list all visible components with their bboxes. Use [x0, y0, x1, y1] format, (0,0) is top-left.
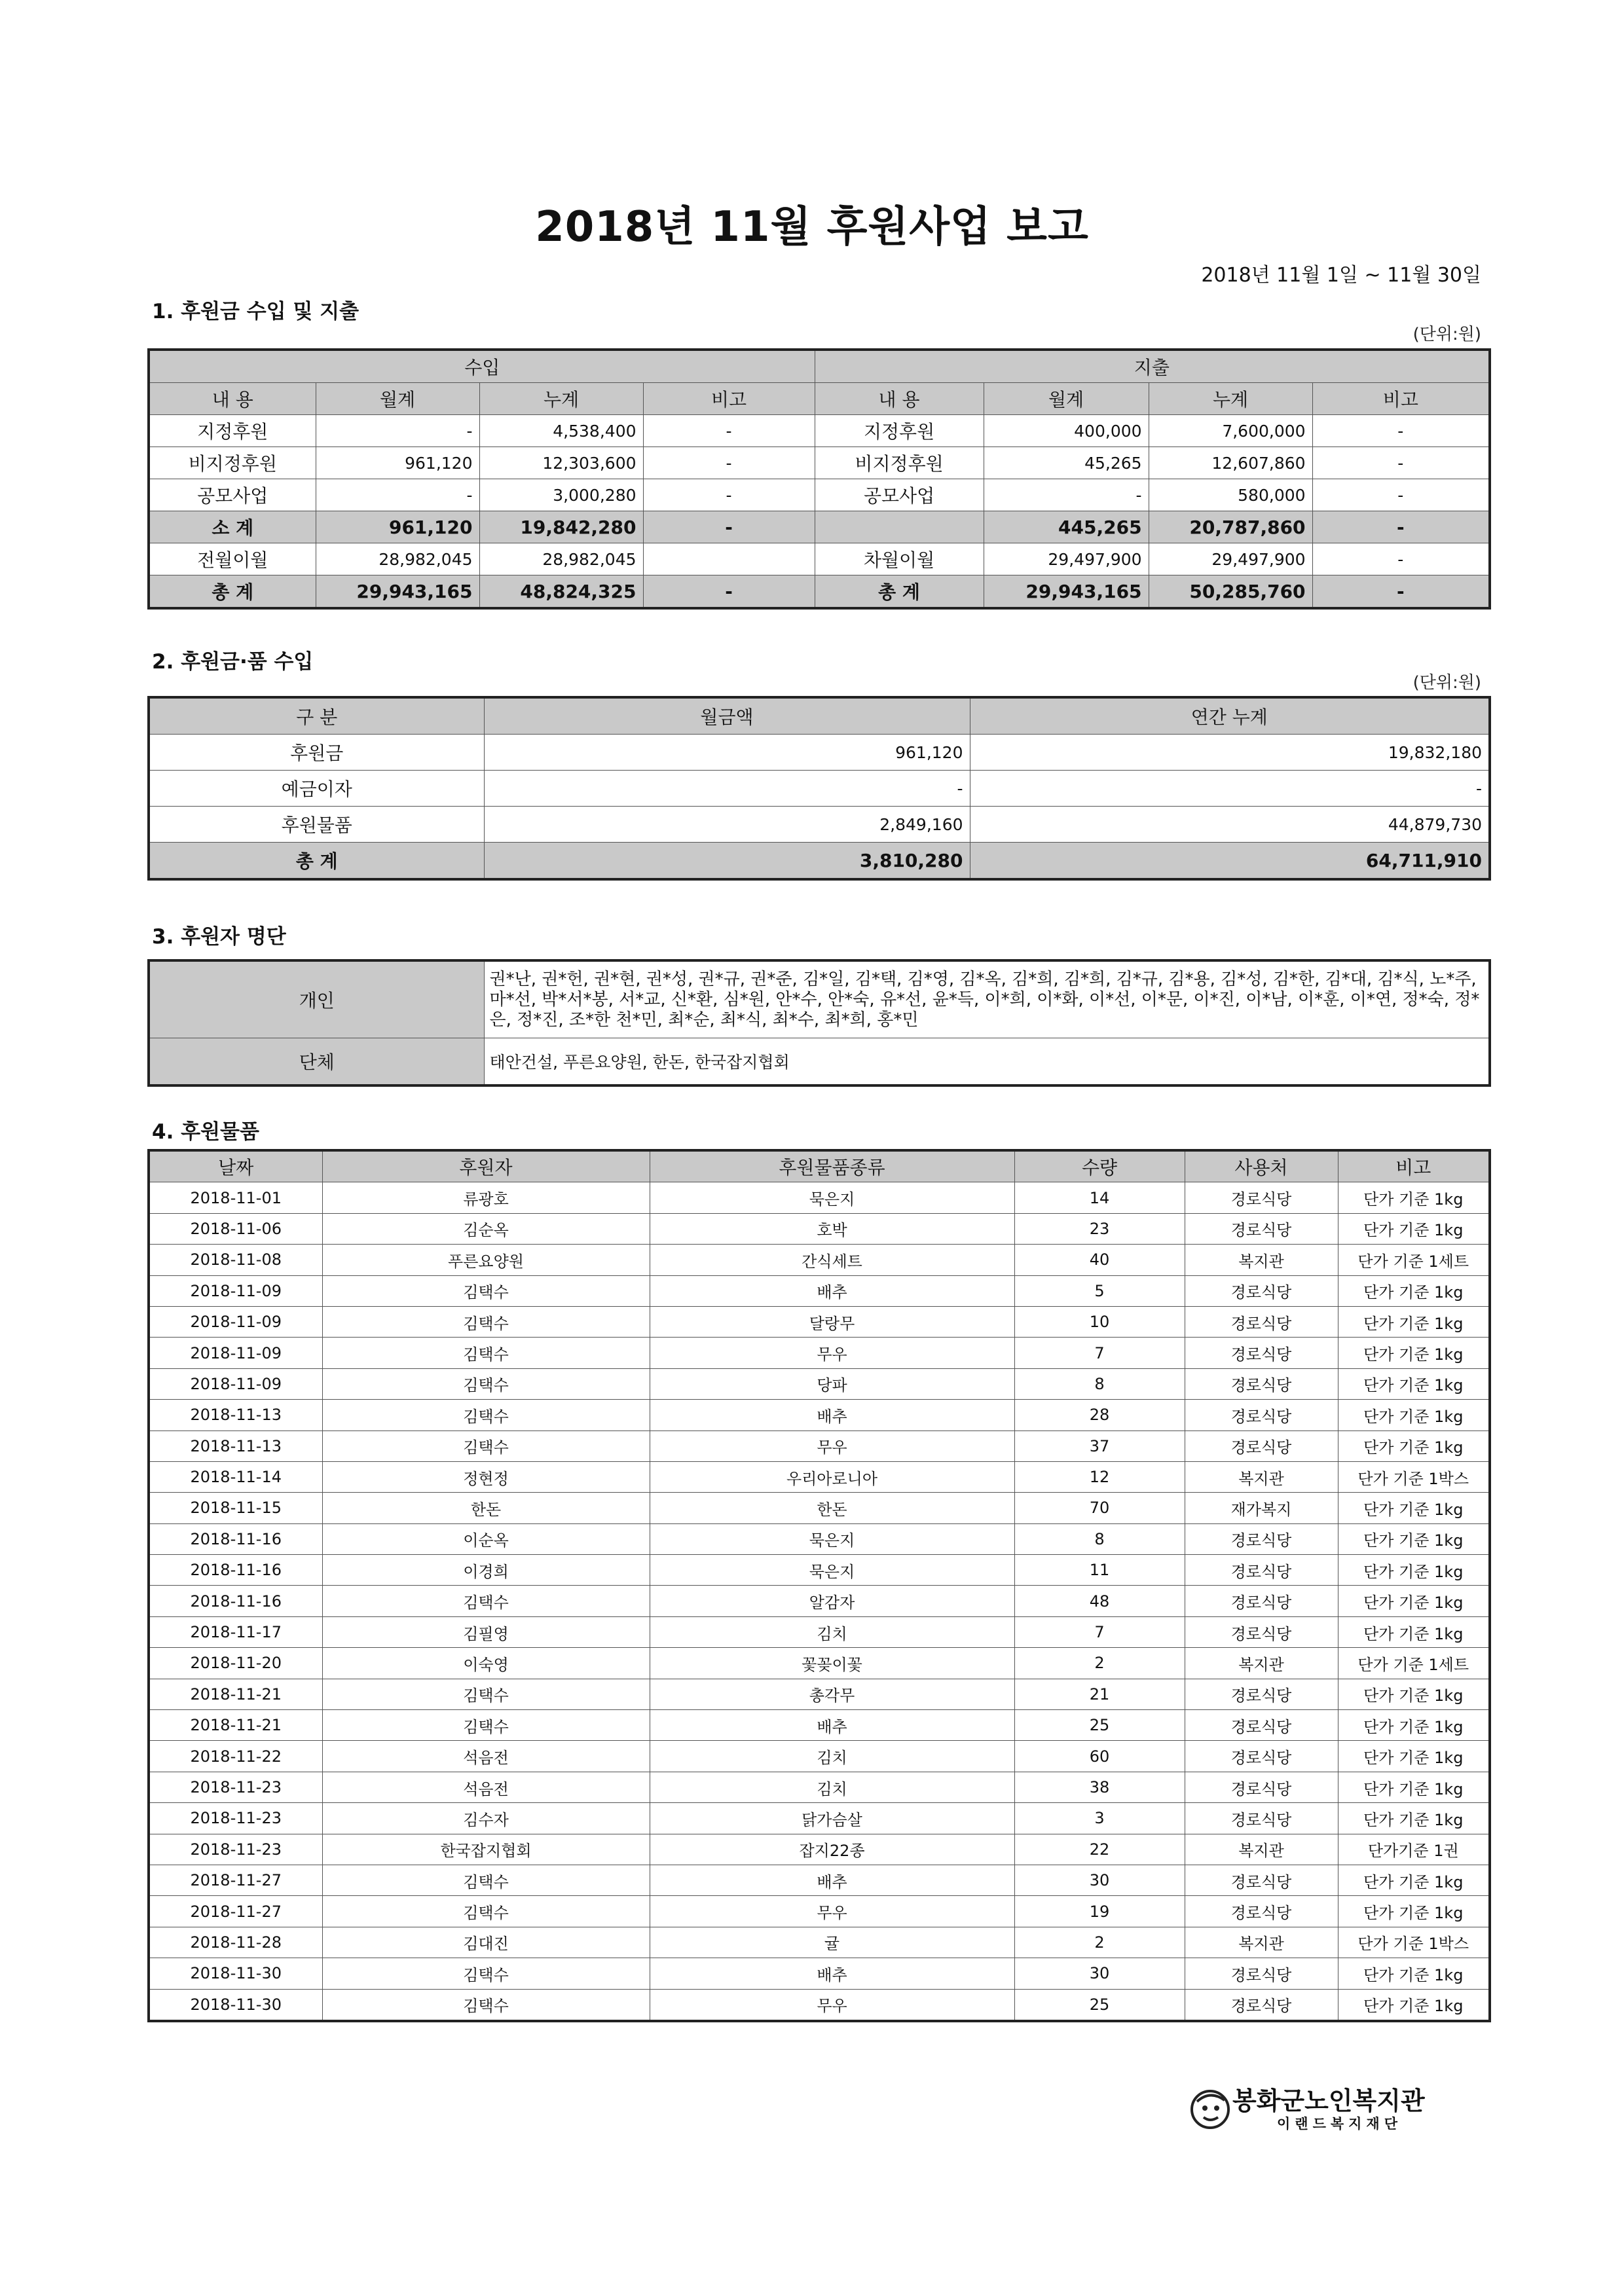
table-row [149, 1493, 1490, 1523]
table-row [149, 1523, 1490, 1554]
row-note: 단가 기준 1박스 [1338, 1927, 1490, 1958]
table-row [149, 1803, 1490, 1834]
row-note: 단가 기준 1kg [1338, 1400, 1490, 1430]
row-usage-place: 경로식당 [1185, 1772, 1338, 1802]
row-donor: 김택수 [322, 1586, 650, 1616]
row-usage-place: 복지관 [1185, 1927, 1338, 1958]
col-note: 비고 [643, 383, 815, 415]
table-row [149, 1616, 1490, 1647]
table-row [149, 1275, 1490, 1306]
table-row [149, 1834, 1490, 1865]
carry-in-cumulative: 28,982,045 [479, 543, 643, 575]
row-quantity: 48 [1014, 1586, 1185, 1616]
row-date: 2018-11-06 [149, 1213, 322, 1244]
subtotal-label: 소 계 [149, 511, 316, 543]
row-note: 단가 기준 1kg [1338, 1493, 1490, 1523]
row-note: 단가 기준 1kg [1338, 1275, 1490, 1306]
row-note: 단가 기준 1kg [1338, 1741, 1490, 1772]
row-quantity: 30 [1014, 1865, 1185, 1895]
income-note: - [643, 415, 815, 447]
row-note: 단가 기준 1kg [1338, 1555, 1490, 1586]
subtotal-income-note: - [643, 511, 815, 543]
row-quantity: 23 [1014, 1213, 1185, 1244]
row-date: 2018-11-27 [149, 1865, 322, 1895]
subtotal-income-monthly: 961,120 [316, 511, 479, 543]
category-label: 후원물품 [149, 807, 484, 843]
monthly-amount: 961,120 [484, 735, 970, 771]
row-item: 당파 [650, 1368, 1014, 1399]
org-name: 봉화군노인복지관 [1232, 2086, 1425, 2115]
row-note: 단가 기준 1kg [1338, 1368, 1490, 1399]
section1-unit: (단위:원) [1412, 325, 1481, 344]
row-donor: 김택수 [322, 1338, 650, 1368]
row-item: 묵은지 [650, 1523, 1014, 1554]
row-item: 우리아로니아 [650, 1461, 1014, 1492]
row-note: 단가 기준 1kg [1338, 1523, 1490, 1554]
table-row [149, 1368, 1490, 1399]
row-quantity: 40 [1014, 1245, 1185, 1275]
total-row [149, 843, 1490, 880]
row-item: 묵은지 [650, 1555, 1014, 1586]
subtotal-expense-cumulative: 20,787,860 [1149, 511, 1312, 543]
row-usage-place: 복지관 [1185, 1461, 1338, 1492]
row-donor: 김대진 [322, 1927, 650, 1958]
row-quantity: 2 [1014, 1648, 1185, 1679]
table-row [149, 1245, 1490, 1275]
row-quantity: 70 [1014, 1493, 1185, 1523]
carry-row [149, 543, 1490, 575]
table-row [149, 1927, 1490, 1958]
row-quantity: 14 [1014, 1182, 1185, 1213]
table-row [149, 1338, 1490, 1368]
row-note: 단가 기준 1kg [1338, 1586, 1490, 1616]
col-content: 내 용 [815, 383, 984, 415]
row-item: 김치 [650, 1772, 1014, 1802]
subtotal-expense-monthly: 445,265 [984, 511, 1149, 543]
col-note: 비고 [1338, 1150, 1490, 1182]
donor-list-table [147, 959, 1491, 1087]
row-donor: 푸른요양원 [322, 1245, 650, 1275]
carry-out-cumulative: 29,497,900 [1149, 543, 1312, 575]
table-row [149, 1400, 1490, 1430]
row-donor: 김택수 [322, 1430, 650, 1461]
expense-header: 지출 [815, 350, 1490, 383]
table-row [149, 415, 1490, 447]
row-donor: 김필영 [322, 1616, 650, 1647]
row-usage-place: 복지관 [1185, 1648, 1338, 1679]
col-quantity: 수량 [1014, 1150, 1185, 1182]
row-usage-place: 경로식당 [1185, 1989, 1338, 2021]
org-subtitle: 이랜드복지재단 [1277, 2116, 1403, 2132]
row-item: 호박 [650, 1213, 1014, 1244]
row-usage-place: 경로식당 [1185, 1275, 1338, 1306]
table-row [149, 1679, 1490, 1709]
row-donor: 김수자 [322, 1803, 650, 1834]
row-date: 2018-11-23 [149, 1834, 322, 1865]
row-date: 2018-11-09 [149, 1306, 322, 1337]
row-quantity: 7 [1014, 1338, 1185, 1368]
donated-goods-body [149, 1182, 1490, 2021]
row-donor: 한돈 [322, 1493, 650, 1523]
row-usage-place: 경로식당 [1185, 1710, 1338, 1741]
report-period: 2018년 11월 1일 ~ 11월 30일 [1201, 264, 1481, 287]
table-row [149, 1989, 1490, 2021]
row-date: 2018-11-17 [149, 1616, 322, 1647]
row-usage-place: 경로식당 [1185, 1213, 1338, 1244]
table-row [149, 1648, 1490, 1679]
col-note: 비고 [1312, 383, 1490, 415]
row-donor: 김택수 [322, 1368, 650, 1399]
row-quantity: 25 [1014, 1989, 1185, 2021]
row-donor: 김택수 [322, 1679, 650, 1709]
row-quantity: 60 [1014, 1741, 1185, 1772]
row-item: 총각무 [650, 1679, 1014, 1709]
row-item: 닭가슴살 [650, 1803, 1014, 1834]
total-row [149, 575, 1490, 609]
carry-in-note [643, 543, 815, 575]
row-quantity: 19 [1014, 1896, 1185, 1927]
row-item: 배추 [650, 1710, 1014, 1741]
row-note: 단가 기준 1세트 [1338, 1245, 1490, 1275]
row-date: 2018-11-13 [149, 1400, 322, 1430]
row-date: 2018-11-23 [149, 1772, 322, 1802]
row-note: 단가 기준 1kg [1338, 1182, 1490, 1213]
subtotal-row [149, 511, 1490, 543]
row-quantity: 25 [1014, 1710, 1185, 1741]
table-row [149, 479, 1490, 511]
table-row [149, 1741, 1490, 1772]
row-date: 2018-11-15 [149, 1493, 322, 1523]
row-item: 배추 [650, 1865, 1014, 1895]
total-income-note: - [643, 575, 815, 609]
row-item: 무우 [650, 1989, 1014, 2021]
row-item: 무우 [650, 1430, 1014, 1461]
row-item: 잡지22종 [650, 1834, 1014, 1865]
row-item: 배추 [650, 1275, 1014, 1306]
row-usage-place: 경로식당 [1185, 1368, 1338, 1399]
row-note: 단가 기준 1kg [1338, 1306, 1490, 1337]
col-usage-place: 사용처 [1185, 1150, 1338, 1182]
annual-total: 19,832,180 [970, 735, 1490, 771]
expense-monthly: 45,265 [984, 447, 1149, 479]
col-item-type: 후원물품종류 [650, 1150, 1014, 1182]
row-date: 2018-11-21 [149, 1679, 322, 1709]
expense-monthly: 400,000 [984, 415, 1149, 447]
table-row [149, 1896, 1490, 1927]
table-row [149, 807, 1490, 843]
col-monthly: 월계 [316, 383, 479, 415]
income-note: - [643, 479, 815, 511]
col-monthly: 월계 [984, 383, 1149, 415]
expense-note: - [1312, 479, 1490, 511]
row-quantity: 37 [1014, 1430, 1185, 1461]
row-note: 단가 기준 1kg [1338, 1896, 1490, 1927]
table-row [149, 1586, 1490, 1616]
row-quantity: 8 [1014, 1368, 1185, 1399]
expense-note: - [1312, 415, 1490, 447]
total-expense-label: 총 계 [815, 575, 984, 609]
row-date: 2018-11-30 [149, 1958, 322, 1989]
row-date: 2018-11-09 [149, 1275, 322, 1306]
row-usage-place: 경로식당 [1185, 1338, 1338, 1368]
table-row [149, 1461, 1490, 1492]
total-annual: 64,711,910 [970, 843, 1490, 880]
annual-total: 44,879,730 [970, 807, 1490, 843]
row-date: 2018-11-27 [149, 1896, 322, 1927]
row-date: 2018-11-30 [149, 1989, 322, 2021]
row-usage-place: 경로식당 [1185, 1958, 1338, 1989]
row-quantity: 11 [1014, 1555, 1185, 1586]
donated-goods-table [147, 1149, 1491, 2022]
row-quantity: 3 [1014, 1803, 1185, 1834]
col-cumulative: 누계 [479, 383, 643, 415]
income-monthly: - [316, 415, 479, 447]
row-donor: 김순옥 [322, 1213, 650, 1244]
annual-total: - [970, 771, 1490, 807]
category-label: 예금이자 [149, 771, 484, 807]
row-donor: 김택수 [322, 1710, 650, 1741]
subtotal-expense-note: - [1312, 511, 1490, 543]
row-note: 단가 기준 1kg [1338, 1616, 1490, 1647]
row-note: 단가 기준 1kg [1338, 1679, 1490, 1709]
expense-monthly: - [984, 479, 1149, 511]
row-date: 2018-11-22 [149, 1741, 322, 1772]
row-date: 2018-11-14 [149, 1461, 322, 1492]
row-usage-place: 경로식당 [1185, 1803, 1338, 1834]
row-usage-place: 재가복지 [1185, 1493, 1338, 1523]
row-donor: 이순옥 [322, 1523, 650, 1554]
subtotal-expense-label [815, 511, 984, 543]
expense-label: 비지정후원 [815, 447, 984, 479]
row-donor: 석음전 [322, 1741, 650, 1772]
row-quantity: 2 [1014, 1927, 1185, 1958]
income-cumulative: 12,303,600 [479, 447, 643, 479]
total-label: 총 계 [149, 575, 316, 609]
row-item: 김치 [650, 1616, 1014, 1647]
category-label: 후원금 [149, 735, 484, 771]
carry-out-monthly: 29,497,900 [984, 543, 1149, 575]
row-usage-place: 경로식당 [1185, 1679, 1338, 1709]
row-donor: 김택수 [322, 1958, 650, 1989]
row-date: 2018-11-28 [149, 1927, 322, 1958]
row-item: 꽃꽂이꽃 [650, 1648, 1014, 1679]
row-donor: 김택수 [322, 1400, 650, 1430]
row-date: 2018-11-16 [149, 1555, 322, 1586]
donation-income-table [147, 696, 1491, 881]
col-donor: 후원자 [322, 1150, 650, 1182]
row-usage-place: 경로식당 [1185, 1896, 1338, 1927]
row-usage-place: 경로식당 [1185, 1182, 1338, 1213]
row-donor: 김택수 [322, 1896, 650, 1927]
total-income-cumulative: 48,824,325 [479, 575, 643, 609]
total-expense-cumulative: 50,285,760 [1149, 575, 1312, 609]
income-label: 지정후원 [149, 415, 316, 447]
table-row [149, 1772, 1490, 1802]
total-income-monthly: 29,943,165 [316, 575, 479, 609]
row-donor: 김택수 [322, 1865, 650, 1895]
income-header: 수입 [149, 350, 815, 383]
table-row [149, 1865, 1490, 1895]
row-donor: 김택수 [322, 1306, 650, 1337]
row-usage-place: 경로식당 [1185, 1741, 1338, 1772]
monthly-amount: 2,849,160 [484, 807, 970, 843]
row-note: 단가 기준 1박스 [1338, 1461, 1490, 1492]
income-cumulative: 3,000,280 [479, 479, 643, 511]
table-row [149, 1710, 1490, 1741]
row-usage-place: 경로식당 [1185, 1555, 1338, 1586]
row-note: 단가 기준 1kg [1338, 1772, 1490, 1802]
row-donor: 이경희 [322, 1555, 650, 1586]
row-quantity: 30 [1014, 1958, 1185, 1989]
col-annual-total: 연간 누계 [970, 697, 1490, 735]
row-quantity: 10 [1014, 1306, 1185, 1337]
row-donor: 이숙영 [322, 1648, 650, 1679]
row-item: 배추 [650, 1400, 1014, 1430]
expense-cumulative: 12,607,860 [1149, 447, 1312, 479]
income-expense-table [147, 348, 1491, 610]
row-usage-place: 경로식당 [1185, 1523, 1338, 1554]
col-date: 날짜 [149, 1150, 322, 1182]
row-donor: 김택수 [322, 1989, 650, 2021]
row-item: 김치 [650, 1741, 1014, 1772]
row-donor: 한국잡지협회 [322, 1834, 650, 1865]
col-monthly-amount: 월금액 [484, 697, 970, 735]
row-note: 단가 기준 1세트 [1338, 1648, 1490, 1679]
table-row [149, 1555, 1490, 1586]
section1-heading: 1. 후원금 수입 및 지출 [152, 300, 360, 323]
income-note: - [643, 447, 815, 479]
monthly-amount: - [484, 771, 970, 807]
row-donor: 류광호 [322, 1182, 650, 1213]
table-row [149, 1306, 1490, 1337]
table-row [149, 735, 1490, 771]
row-donor: 정현정 [322, 1461, 650, 1492]
expense-cumulative: 580,000 [1149, 479, 1312, 511]
carry-in-monthly: 28,982,045 [316, 543, 479, 575]
row-note: 단가 기준 1kg [1338, 1430, 1490, 1461]
row-date: 2018-11-09 [149, 1338, 322, 1368]
row-quantity: 5 [1014, 1275, 1185, 1306]
total-label: 총 계 [149, 843, 484, 880]
total-expense-monthly: 29,943,165 [984, 575, 1149, 609]
income-monthly: - [316, 479, 479, 511]
row-date: 2018-11-13 [149, 1430, 322, 1461]
row-usage-place: 복지관 [1185, 1834, 1338, 1865]
row-note: 단가 기준 1kg [1338, 1710, 1490, 1741]
row-note: 단가 기준 1kg [1338, 1865, 1490, 1895]
row-usage-place: 경로식당 [1185, 1616, 1338, 1647]
subtotal-income-cumulative: 19,842,280 [479, 511, 643, 543]
row-item: 한돈 [650, 1493, 1014, 1523]
row-date: 2018-11-08 [149, 1245, 322, 1275]
individual-donor-names: 권*난, 권*헌, 권*현, 권*성, 권*규, 권*준, 김*일, 김*택, 김*영, 김*옥, 김*희, 김*희, 김*규, 김*용, 김*성, 김*한, 김*대, 김*식, 노*주, 마*선, 박*서*봉, 서*교, 신*환, 심*원, 안*수, 안*숙, 유*선, 윤*득, 이*희, 이*화, 이*선, 이*문, 이*진, 이*남, 이*훈, 이*연, 정*숙, 정*은, 정*진, 조*한 천*민, 최*순, 최*식, 최*수, 최*희, 홍*민 [484, 960, 1490, 1038]
row-note: 단가 기준 1kg [1338, 1338, 1490, 1368]
income-label: 공모사업 [149, 479, 316, 511]
row-note: 단가 기준 1kg [1338, 1213, 1490, 1244]
table-row [149, 1213, 1490, 1244]
carry-out-label: 차월이월 [815, 543, 984, 575]
row-item: 달랑무 [650, 1306, 1014, 1337]
table-row [149, 447, 1490, 479]
row-quantity: 7 [1014, 1616, 1185, 1647]
row-usage-place: 경로식당 [1185, 1865, 1338, 1895]
row-note: 단가 기준 1kg [1338, 1803, 1490, 1834]
carry-out-note: - [1312, 543, 1490, 575]
row-date: 2018-11-16 [149, 1523, 322, 1554]
row-item: 무우 [650, 1338, 1014, 1368]
expense-note: - [1312, 447, 1490, 479]
row-item: 간식세트 [650, 1245, 1014, 1275]
row-usage-place: 경로식당 [1185, 1306, 1338, 1337]
table-row [149, 1958, 1490, 1989]
table-row [149, 771, 1490, 807]
row-item: 알감자 [650, 1586, 1014, 1616]
section2-unit: (단위:원) [1412, 673, 1481, 693]
row-date: 2018-11-23 [149, 1803, 322, 1834]
row-item: 무우 [650, 1896, 1014, 1927]
table-row [149, 1182, 1490, 1213]
income-label: 비지정후원 [149, 447, 316, 479]
row-usage-place: 경로식당 [1185, 1400, 1338, 1430]
col-category: 구 분 [149, 697, 484, 735]
group-donor-names: 태안건설, 푸른요양원, 한돈, 한국잡지협회 [484, 1038, 1490, 1086]
carry-in-label: 전월이월 [149, 543, 316, 575]
row-note: 단가 기준 1kg [1338, 1989, 1490, 2021]
col-cumulative: 누계 [1149, 383, 1312, 415]
row-date: 2018-11-21 [149, 1710, 322, 1741]
total-expense-note: - [1312, 575, 1490, 609]
row-date: 2018-11-01 [149, 1182, 322, 1213]
row-date: 2018-11-20 [149, 1648, 322, 1679]
section3-heading: 3. 후원자 명단 [152, 925, 286, 949]
row-date: 2018-11-09 [149, 1368, 322, 1399]
row-quantity: 28 [1014, 1400, 1185, 1430]
row-quantity: 38 [1014, 1772, 1185, 1802]
individual-label: 개인 [149, 960, 484, 1038]
income-monthly: 961,120 [316, 447, 479, 479]
row-donor: 석음전 [322, 1772, 650, 1802]
group-label: 단체 [149, 1038, 484, 1086]
row-usage-place: 경로식당 [1185, 1430, 1338, 1461]
page-title: 2018년 11월 후원사업 보고 [535, 203, 1089, 251]
total-monthly-amount: 3,810,280 [484, 843, 970, 880]
row-item: 귤 [650, 1927, 1014, 1958]
col-content: 내 용 [149, 383, 316, 415]
row-usage-place: 경로식당 [1185, 1586, 1338, 1616]
row-item: 묵은지 [650, 1182, 1014, 1213]
row-usage-place: 복지관 [1185, 1245, 1338, 1275]
row-quantity: 22 [1014, 1834, 1185, 1865]
row-note: 단가기준 1권 [1338, 1834, 1490, 1865]
expense-cumulative: 7,600,000 [1149, 415, 1312, 447]
expense-label: 지정후원 [815, 415, 984, 447]
table-row [149, 1430, 1490, 1461]
section2-heading: 2. 후원금·품 수입 [152, 650, 314, 674]
row-donor: 김택수 [322, 1275, 650, 1306]
row-quantity: 8 [1014, 1523, 1185, 1554]
expense-label: 공모사업 [815, 479, 984, 511]
row-note: 단가 기준 1kg [1338, 1958, 1490, 1989]
section4-heading: 4. 후원물품 [152, 1120, 259, 1144]
row-item: 배추 [650, 1958, 1014, 1989]
income-cumulative: 4,538,400 [479, 415, 643, 447]
row-quantity: 12 [1014, 1461, 1185, 1492]
row-date: 2018-11-16 [149, 1586, 322, 1616]
row-quantity: 21 [1014, 1679, 1185, 1709]
